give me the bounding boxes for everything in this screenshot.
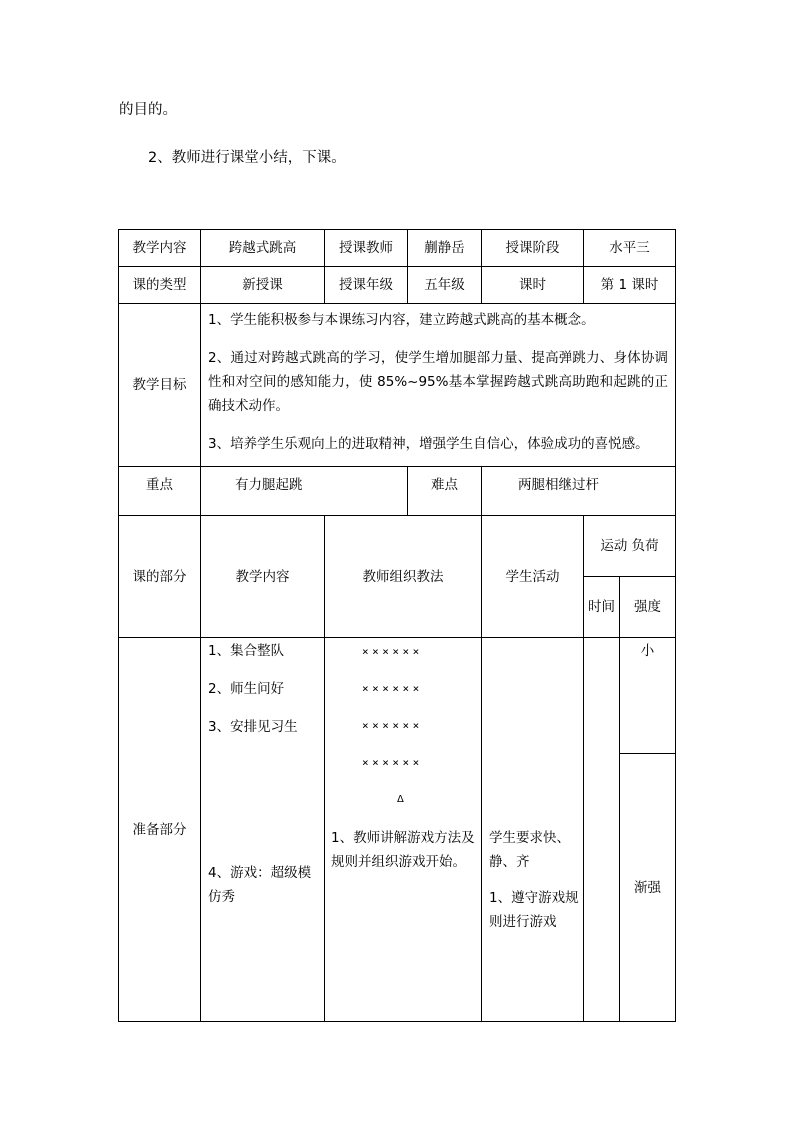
label-stage: 授课阶段: [482, 230, 584, 267]
label-teaching-content: 教学内容: [119, 230, 201, 267]
intro-line-1: 的目的。: [119, 102, 177, 118]
goal-item-1: 1、学生能积极参与本课练习内容，建立跨越式跳高的基本概念。: [208, 312, 595, 328]
prep-student: [482, 638, 584, 1022]
lesson-plan-table: [118, 229, 676, 1022]
col-part: 课的部分: [119, 516, 201, 638]
prep-item-3: 3、安排见习生: [208, 719, 298, 735]
value-grade: 五年级: [408, 267, 482, 304]
prep-intensity-rise: 渐强: [620, 754, 676, 1022]
formation-row-4: ××××××: [362, 756, 423, 769]
formation-row-2: ××××××: [362, 682, 423, 695]
goal-item-3: 3、培养学生乐观向上的进取精神，增强学生自信心，体验成功的喜悦感。: [208, 436, 649, 452]
label-teacher: 授课教师: [325, 230, 408, 267]
col-load: 运动 负荷: [584, 516, 676, 577]
label-lesson-type: 课的类型: [119, 267, 201, 304]
prep-content: [201, 638, 325, 1022]
col-method: 教师组织教法: [325, 516, 482, 638]
prep-item-1: 1、集合整队: [208, 643, 285, 659]
prep-method-text: 1、教师讲解游戏方法及规则并组织游戏开始。: [331, 830, 475, 870]
prep-student-text-2: 1、遵守游戏规则进行游戏: [489, 890, 579, 930]
col-student: 学生活动: [482, 516, 584, 638]
col-content: 教学内容: [201, 516, 325, 638]
prep-student-text-1: 学生要求快、静、齐: [489, 830, 570, 870]
focus-label: 重点: [119, 467, 201, 516]
value-teaching-content: 跨越式跳高: [201, 230, 325, 267]
intro-line-2: 2、教师进行课堂小结，下课。: [148, 150, 346, 166]
difficulty-value: 两腿相继过杆: [482, 467, 676, 516]
key-points-row: [119, 467, 676, 516]
column-header-row-1: [119, 516, 676, 577]
prep-game: 4、游戏：超级模仿秀: [208, 865, 312, 905]
goals-label: 教学目标: [119, 304, 201, 467]
prep-row-top: [119, 638, 676, 754]
header-row-2: [119, 267, 676, 304]
label-period: 课时: [482, 267, 584, 304]
value-period: 第 1 课时: [584, 267, 676, 304]
difficulty-label: 难点: [408, 467, 482, 516]
focus-value: 有力腿起跳: [201, 467, 408, 516]
teacher-position-mark: Δ: [397, 794, 404, 805]
goals-row: [119, 304, 676, 467]
prep-item-2: 2、师生问好: [208, 681, 285, 697]
formation-row-1: ××××××: [362, 645, 423, 658]
prep-part-label: 准备部分: [119, 638, 201, 1022]
goal-item-2: 2、通过对跨越式跳高的学习，使学生增加腿部力量、提高弹跳力、身体协调性和对空间的感知能力，使 85%~95%基本掌握跨越式跳高助跑和起跳的正确技术动作。: [208, 350, 668, 414]
header-row-1: [119, 230, 676, 267]
value-teacher: 蒯静岳: [408, 230, 482, 267]
value-lesson-type: 新授课: [201, 267, 325, 304]
prep-intensity-low: 小: [620, 638, 676, 754]
label-grade: 授课年级: [325, 267, 408, 304]
col-time: 时间: [584, 577, 620, 638]
goals-content: [201, 304, 676, 467]
col-intensity: 强度: [620, 577, 676, 638]
prep-time: [584, 638, 620, 1022]
value-stage: 水平三: [584, 230, 676, 267]
formation-row-3: ××××××: [362, 719, 423, 732]
prep-method: [325, 638, 482, 1022]
